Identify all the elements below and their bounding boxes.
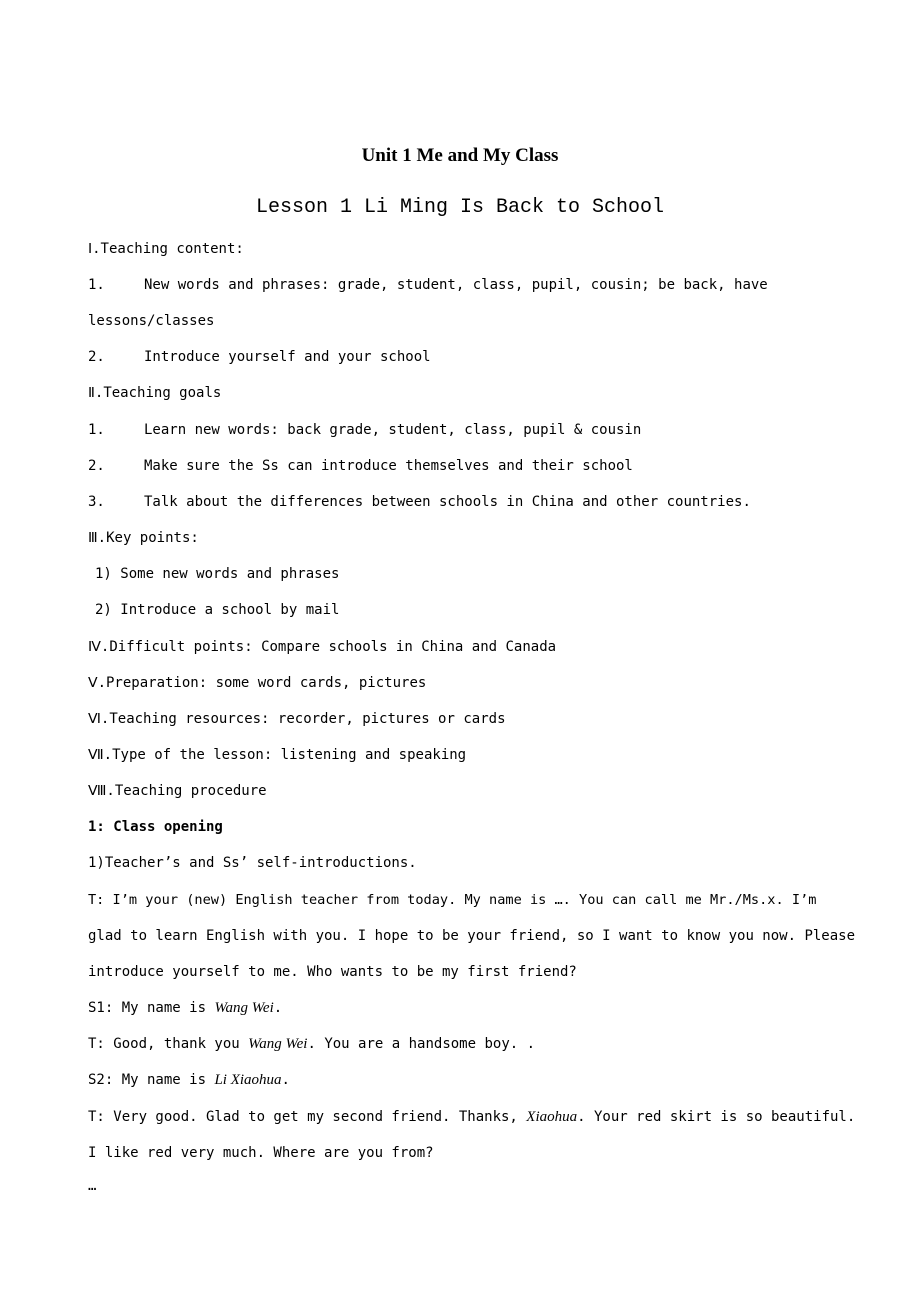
- teaching-resources: Ⅵ.Teaching resources: recorder, pictures or cards: [88, 711, 506, 727]
- student-2-suffix: .: [281, 1072, 290, 1088]
- goal-item-number: 3.: [88, 494, 105, 510]
- content-item-2-number: 2.: [88, 349, 105, 365]
- student-1-line: [88, 998, 848, 1018]
- class-opening-heading: 1: Class opening: [88, 819, 223, 835]
- teacher-line-1-cont: glad to learn English with you. I hope to be your friend, so I want to know you now. Please: [88, 928, 856, 944]
- preparation: Ⅴ.Preparation: some word cards, pictures: [88, 675, 427, 691]
- goal-item-text: Talk about the differences between schools in China and other countries.: [144, 494, 751, 510]
- content-item-2-text: Introduce yourself and your school: [144, 349, 431, 365]
- teacher-3-suffix: . Your red skirt is so beautiful.: [577, 1109, 856, 1125]
- teacher-line-3-cont: I like red very much. Where are you from?: [88, 1145, 434, 1161]
- teacher-line-1: T: I’m your (new) English teacher from today. My name is …. You can call me Mr./Ms.x. I’m: [88, 892, 817, 908]
- lesson-title: Lesson 1 Li Ming Is Back to School: [255, 196, 665, 219]
- difficult-points: Ⅳ.Difficult points: Compare schools in China and Canada: [88, 639, 557, 655]
- goal-item-text: Make sure the Ss can introduce themselves and their school: [144, 458, 633, 474]
- unit-title: Unit 1 Me and My Class: [361, 145, 559, 166]
- goal-item-text: Learn new words: back grade, student, class, pupil & cousin: [144, 422, 642, 438]
- student-2-prefix: S2: My name is: [88, 1072, 215, 1088]
- key-points-heading: Ⅲ.Key points:: [88, 530, 199, 546]
- content-item-1-continued: lessons/classes: [88, 313, 215, 329]
- teaching-procedure-heading: Ⅷ.Teaching procedure: [88, 783, 267, 799]
- teacher-3-name: Xiaohua: [526, 1109, 578, 1125]
- teacher-2-suffix: . You are a handsome boy. .: [307, 1036, 536, 1052]
- student-1-name: Wang Wei: [214, 1000, 274, 1016]
- teaching-goals-heading: Ⅱ.Teaching goals: [88, 385, 222, 401]
- goal-item: [88, 420, 848, 440]
- teacher-2-prefix: T: Good, thank you: [88, 1036, 249, 1052]
- content-item-1-text: New words and phrases: grade, student, class, pupil, cousin; be back, have: [144, 277, 768, 293]
- lesson-type: Ⅶ.Type of the lesson: listening and speaking: [88, 747, 467, 763]
- student-2-name: Li Xiaohua: [214, 1072, 282, 1088]
- teacher-line-2: [88, 1034, 848, 1054]
- goal-item: [88, 456, 848, 476]
- content-item-2: [88, 347, 848, 367]
- ellipsis: …: [88, 1178, 97, 1194]
- key-point-item: 1) Some new words and phrases: [95, 566, 340, 582]
- self-introductions: 1)Teacher’s and Ss’ self-introductions.: [88, 855, 417, 871]
- student-2-line: [88, 1070, 848, 1090]
- teacher-line-3: [88, 1107, 856, 1127]
- key-point-item: 2) Introduce a school by mail: [95, 602, 340, 618]
- teacher-3-prefix: T: Very good. Glad to get my second friend. Thanks,: [88, 1109, 527, 1125]
- student-1-suffix: .: [273, 1000, 283, 1016]
- goal-item: [88, 492, 848, 512]
- goal-item-number: 1.: [88, 422, 105, 438]
- teacher-2-name: Wang Wei: [248, 1036, 308, 1052]
- content-item-1-number: 1.: [88, 277, 105, 293]
- content-item-1: [88, 275, 848, 295]
- teaching-content-heading: Ⅰ.Teaching content:: [88, 241, 244, 257]
- teacher-line-1-cont: introduce yourself to me. Who wants to be my first friend?: [88, 964, 577, 980]
- goal-item-number: 2.: [88, 458, 105, 474]
- student-1-prefix: S1: My name is: [88, 1000, 215, 1016]
